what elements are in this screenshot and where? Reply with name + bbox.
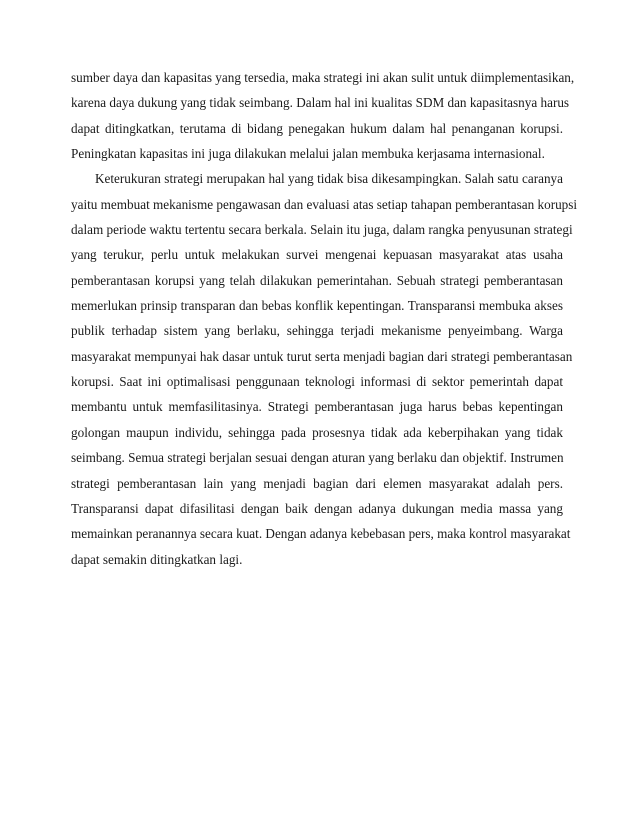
text-line: membantu untuk memfasilitasinya. Strategi pemberantasan juga harus bebas kepentingan: [71, 399, 563, 415]
text-line: seimbang. Semua strategi berjalan sesuai dengan aturan yang berlaku dan objektif. Instrumen: [71, 450, 564, 466]
text-line: dapat ditingkatkan, terutama di bidang penegakan hukum dalam hal penanganan korupsi.: [71, 120, 563, 136]
text-line: Peningkatan kapasitas ini juga dilakukan melalui jalan membuka kerjasama internasional.: [71, 146, 545, 162]
text-line: pemberantasan korupsi yang telah dilakukan pemerintahan. Sebuah strategi pemberantasan: [71, 272, 563, 288]
text-line: dapat semakin ditingkatkan lagi.: [71, 551, 243, 567]
text-line: golongan maupun individu, sehingga pada prosesnya tidak ada keberpihakan yang tidak: [71, 424, 563, 440]
text-line: publik terhadap sistem yang berlaku, sehingga terjadi mekanisme penyeimbang. Warga: [71, 323, 563, 339]
text-line: sumber daya dan kapasitas yang tersedia, maka strategi ini akan sulit untuk diimplementasikan,: [71, 70, 575, 85]
text-line: yaitu membuat mekanisme pengawasan dan evaluasi atas setiap tahapan pemberantasan korupsi: [71, 196, 578, 212]
text-line: memerlukan prinsip transparan dan bebas konflik kepentingan. Transparansi membuka akses: [71, 298, 563, 314]
text-line: strategi pemberantasan lain yang menjadi bagian dari elemen masyarakat adalah pers.: [71, 475, 563, 491]
body-text: [71, 65, 578, 572]
text-line: dalam periode waktu tertentu secara berkala. Selain itu juga, dalam rangka penyusunan strategi: [71, 222, 573, 238]
text-line: Keterukuran strategi merupakan hal yang tidak bisa dikesampingkan. Salah satu caranya: [95, 171, 563, 187]
text-line: Transparansi dapat difasilitasi dengan baik dengan adanya dukungan media massa yang: [71, 500, 563, 516]
text-line: karena daya dukung yang tidak seimbang. Dalam hal ini kualitas SDM dan kapasitasnya harus: [71, 95, 570, 111]
text-line: memainkan peranannya secara kuat. Dengan adanya kebebasan pers, maka kontrol masyarakat: [71, 526, 571, 542]
text-line: yang terukur, perlu untuk melakukan survei mengenai kepuasan masyarakat atas usaha: [71, 247, 563, 263]
text-line: masyarakat mempunyai hak dasar untuk turut serta menjadi bagian dari strategi pemberantasan: [71, 348, 573, 364]
text-line: korupsi. Saat ini optimalisasi penggunaan teknologi informasi di sektor pemerintah dapat: [71, 374, 563, 390]
